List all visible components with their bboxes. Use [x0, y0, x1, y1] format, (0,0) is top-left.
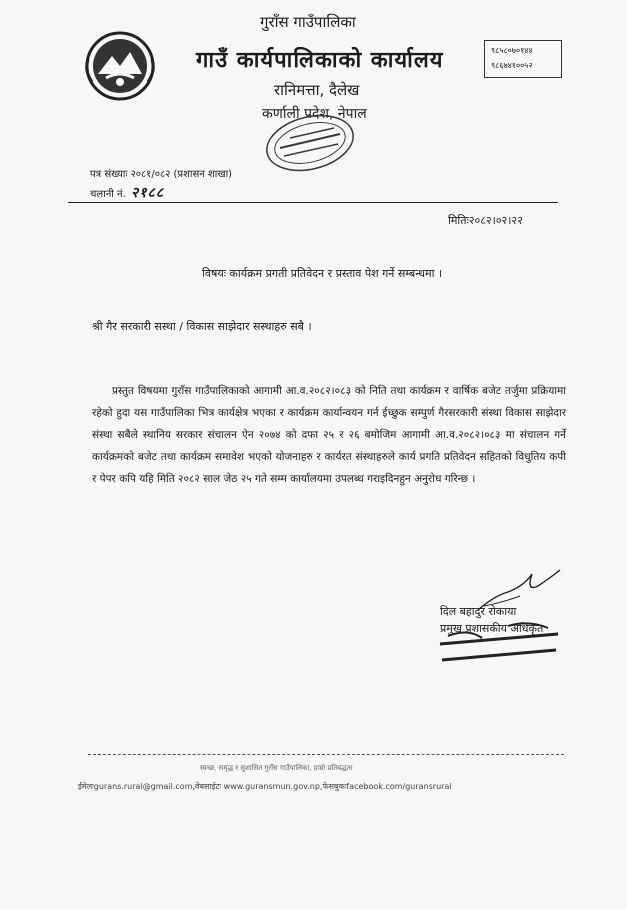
header-divider [68, 202, 558, 203]
office-place: रानिमत्ता, दैलेख [274, 81, 360, 99]
footer-contact: ईमेलःgurans.rural@gmail.com,वेबसाईटः www.guransmun.gov.np,फेसबुकःfacebook.com/guransrural [78, 782, 452, 791]
phone-box [484, 40, 562, 78]
letter-body-text: प्रस्तुत विषयमा गुराँस गाउँपालिकाको आगामी आ.व.२०८२।०८३ को निति तथा कार्यक्रम र वार्षिक बजेट तर्जुमा प्रक्रियामा रहेको हुदा यस गाउँपालिका भित्र कार्यक्षेत्र भएका र कार्यक्रम कार्यान्वयन गर्न ईच्छुक सम्पुर्ण गैरसरकारी संस्था विकास साझेदार संस्था सबैले स्थानिय सरकार संचालन ऐन २०७४ को दफा २५ र २६ बमोजिम आगामी आ.व.२०८२।०८३ मा संचालन गर्ने कार्यक्रमको बजेट तथा कार्यक्रम समावेश भएको योजनाहरु र कार्यरत संस्थाहरुले कार्य प्रगति प्रतिवेदन सहितको विधुतिय कपी र पेपर कपि यहि मिति २०८२ साल जेठ २५ गते सम्म कार्यालयमा उपलब्ध गराइदिनहुन अनुरोध गरिन्छ । [92, 385, 566, 485]
letter-recipient: श्री गैर सरकारी सस्था / विकास साझेदार सस्थाहरु सबै । [92, 320, 312, 333]
signer-title: प्रमुख प्रशासकीय अधिकृत [440, 622, 544, 635]
letter-subject: विषयः कार्यक्रम प्रगती प्रतिवेदन र प्रस्ताव पेश गर्ने सम्बन्धमा । [202, 267, 443, 280]
footer-divider [88, 754, 564, 755]
phone-number: ९८५८०७०१४४ [491, 46, 533, 55]
reference-number: पत्र संख्याः २०८१/०८२ (प्रशासन शाखा) [90, 169, 233, 180]
letter-date: मितिः२०८२।०२।२२ [448, 214, 523, 227]
office-name: गाउँ कार्यपालिकाको कार्यालय [196, 48, 444, 73]
letter-body [92, 380, 566, 490]
phone-number: ९८६७४१००५२ [491, 61, 533, 70]
office-province: कर्णाली प्रदेश, नेपाल [262, 106, 367, 122]
signer-name: दिल बहादुर रोकाया [440, 605, 517, 618]
footer-slogan: स्वच्छ, समृद्ध र सुशासित गुराँस गाउँपालिका, हाम्रो प्रतिबद्धता [200, 764, 353, 772]
dispatch-label: चलानी नं. [90, 189, 126, 200]
office-stamp-icon [250, 108, 370, 178]
dispatch-line [90, 183, 164, 202]
signature-stamp-icon [438, 614, 566, 670]
dispatch-number: २१८८ [130, 185, 165, 201]
municipality-name: गुराँस गाउँपालिका [260, 13, 356, 31]
emblem-icon [84, 30, 156, 102]
